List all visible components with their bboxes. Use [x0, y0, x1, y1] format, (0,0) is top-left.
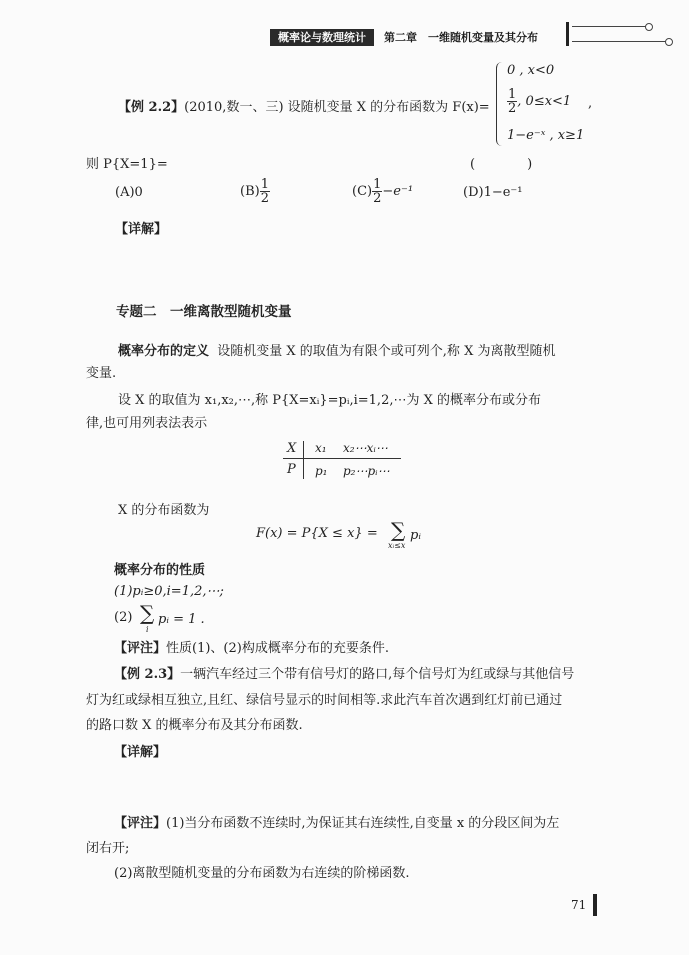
- piecewise-case-3: 1−e⁻ˣ , x≥1: [507, 128, 585, 143]
- example-2-3-line-2: 灯为红或绿相互独立,且红、绿信号显示的时间相等.求此汽车首次遇到红灯前已通过: [86, 693, 563, 708]
- example-2-3-line-1: 【例 2.3】一辆汽车经过三个带有信号灯的路口,每个信号灯为红或绿与其他信号: [114, 667, 575, 682]
- remark-2-line-3: (2)离散型随机变量的分布函数为右连续的阶梯函数.: [114, 866, 410, 881]
- table-cell: x₁: [315, 441, 327, 455]
- sum-term: pᵢ: [410, 528, 421, 543]
- example-2-2-statement: [118, 96, 490, 115]
- example-label: 【例 2.2】: [118, 100, 185, 115]
- piecewise-case-1: 0 , x<0: [507, 63, 555, 78]
- chapter-title: 第二章 一维随机变量及其分布: [384, 31, 538, 44]
- remark-2-line-1: 【评注】(1)当分布函数不连续时,为保证其右连续性,自变量 x 的分段区间为左: [114, 816, 560, 831]
- option-a: (A)0: [115, 185, 143, 200]
- piecewise-comma: ,: [588, 96, 593, 111]
- definition-line-1: 概率分布的定义 设随机变量 X 的取值为有限个或可列个,称 X 为离散型随机: [118, 344, 556, 359]
- table-divider-horizontal: [283, 458, 401, 459]
- header-circle-decoration: [665, 38, 673, 46]
- example-2-3-line-3: 的路口数 X 的概率分布及其分布函数.: [86, 718, 303, 733]
- paragraph-line-1: 设 X 的取值为 x₁,x₂,⋯,称 P{X=xᵢ}=pᵢ,i=1,2,⋯为 X 的概率分布或分布: [118, 393, 541, 408]
- page-number: 71: [571, 898, 587, 912]
- sum-term: pᵢ = 1 .: [158, 612, 205, 627]
- header-line-decoration: [572, 41, 666, 42]
- fraction: $\frac{1}{2}$: [508, 87, 517, 116]
- option-b: (B) $\frac{1}{2}$: [240, 177, 269, 206]
- table-cell: p₂⋯pᵢ⋯: [343, 464, 390, 478]
- option-c: (C) $\frac{1}{2}$ −e⁻¹: [352, 177, 414, 206]
- properties-title: 概率分布的性质: [114, 563, 206, 578]
- table-cell: p₁: [315, 464, 328, 478]
- question-text: 则 P{X=1}=: [86, 157, 168, 172]
- piecewise-brace: [496, 62, 505, 146]
- section-title: 专题二 一维离散型随机变量: [116, 304, 292, 320]
- option-d: (D)1−e⁻¹: [463, 185, 523, 200]
- book-title-tab: 概率论与数理统计: [270, 29, 374, 46]
- example-text: (2010,数一、三) 设随机变量 X 的分布函数为 F(x)=: [184, 100, 490, 115]
- cdf-intro: X 的分布函数为: [118, 503, 210, 518]
- piecewise-case-2: $\frac{1}{2}$ , 0≤x<1: [508, 87, 572, 116]
- table-row-head-x: X: [287, 441, 297, 456]
- solution-label: 【详解】: [115, 222, 168, 237]
- sum-subscript: i: [146, 625, 149, 634]
- sum-subscript: xᵢ≤x: [388, 541, 406, 550]
- property-2: (2): [114, 610, 133, 625]
- sum-symbol: ∑: [140, 601, 155, 625]
- solution-label: 【详解】: [114, 745, 167, 760]
- answer-blank: ( ): [470, 157, 533, 172]
- remark-2-line-2: 闭右开;: [86, 841, 130, 856]
- page-number-bar: [593, 894, 597, 916]
- table-row-head-p: P: [287, 462, 296, 477]
- table-cell: x₂⋯xᵢ⋯: [343, 441, 388, 455]
- header-bar-decoration: [566, 22, 569, 46]
- cdf-formula: F(x) = P{X ≤ x} =: [256, 526, 378, 541]
- header-line-decoration: [572, 26, 646, 27]
- remark-1: 【评注】性质(1)、(2)构成概率分布的充要条件.: [114, 641, 389, 656]
- header-circle-decoration: [645, 23, 653, 31]
- table-divider-vertical: [303, 441, 304, 479]
- definition-label: 概率分布的定义: [118, 344, 210, 359]
- sum-symbol: ∑: [391, 518, 406, 542]
- paragraph-line-2: 律,也可用列表法表示: [86, 416, 208, 431]
- property-1: (1)pᵢ≥0,i=1,2,⋯;: [114, 584, 224, 599]
- example-label: 【例 2.3】: [114, 667, 181, 682]
- definition-line-2: 变量.: [86, 366, 117, 381]
